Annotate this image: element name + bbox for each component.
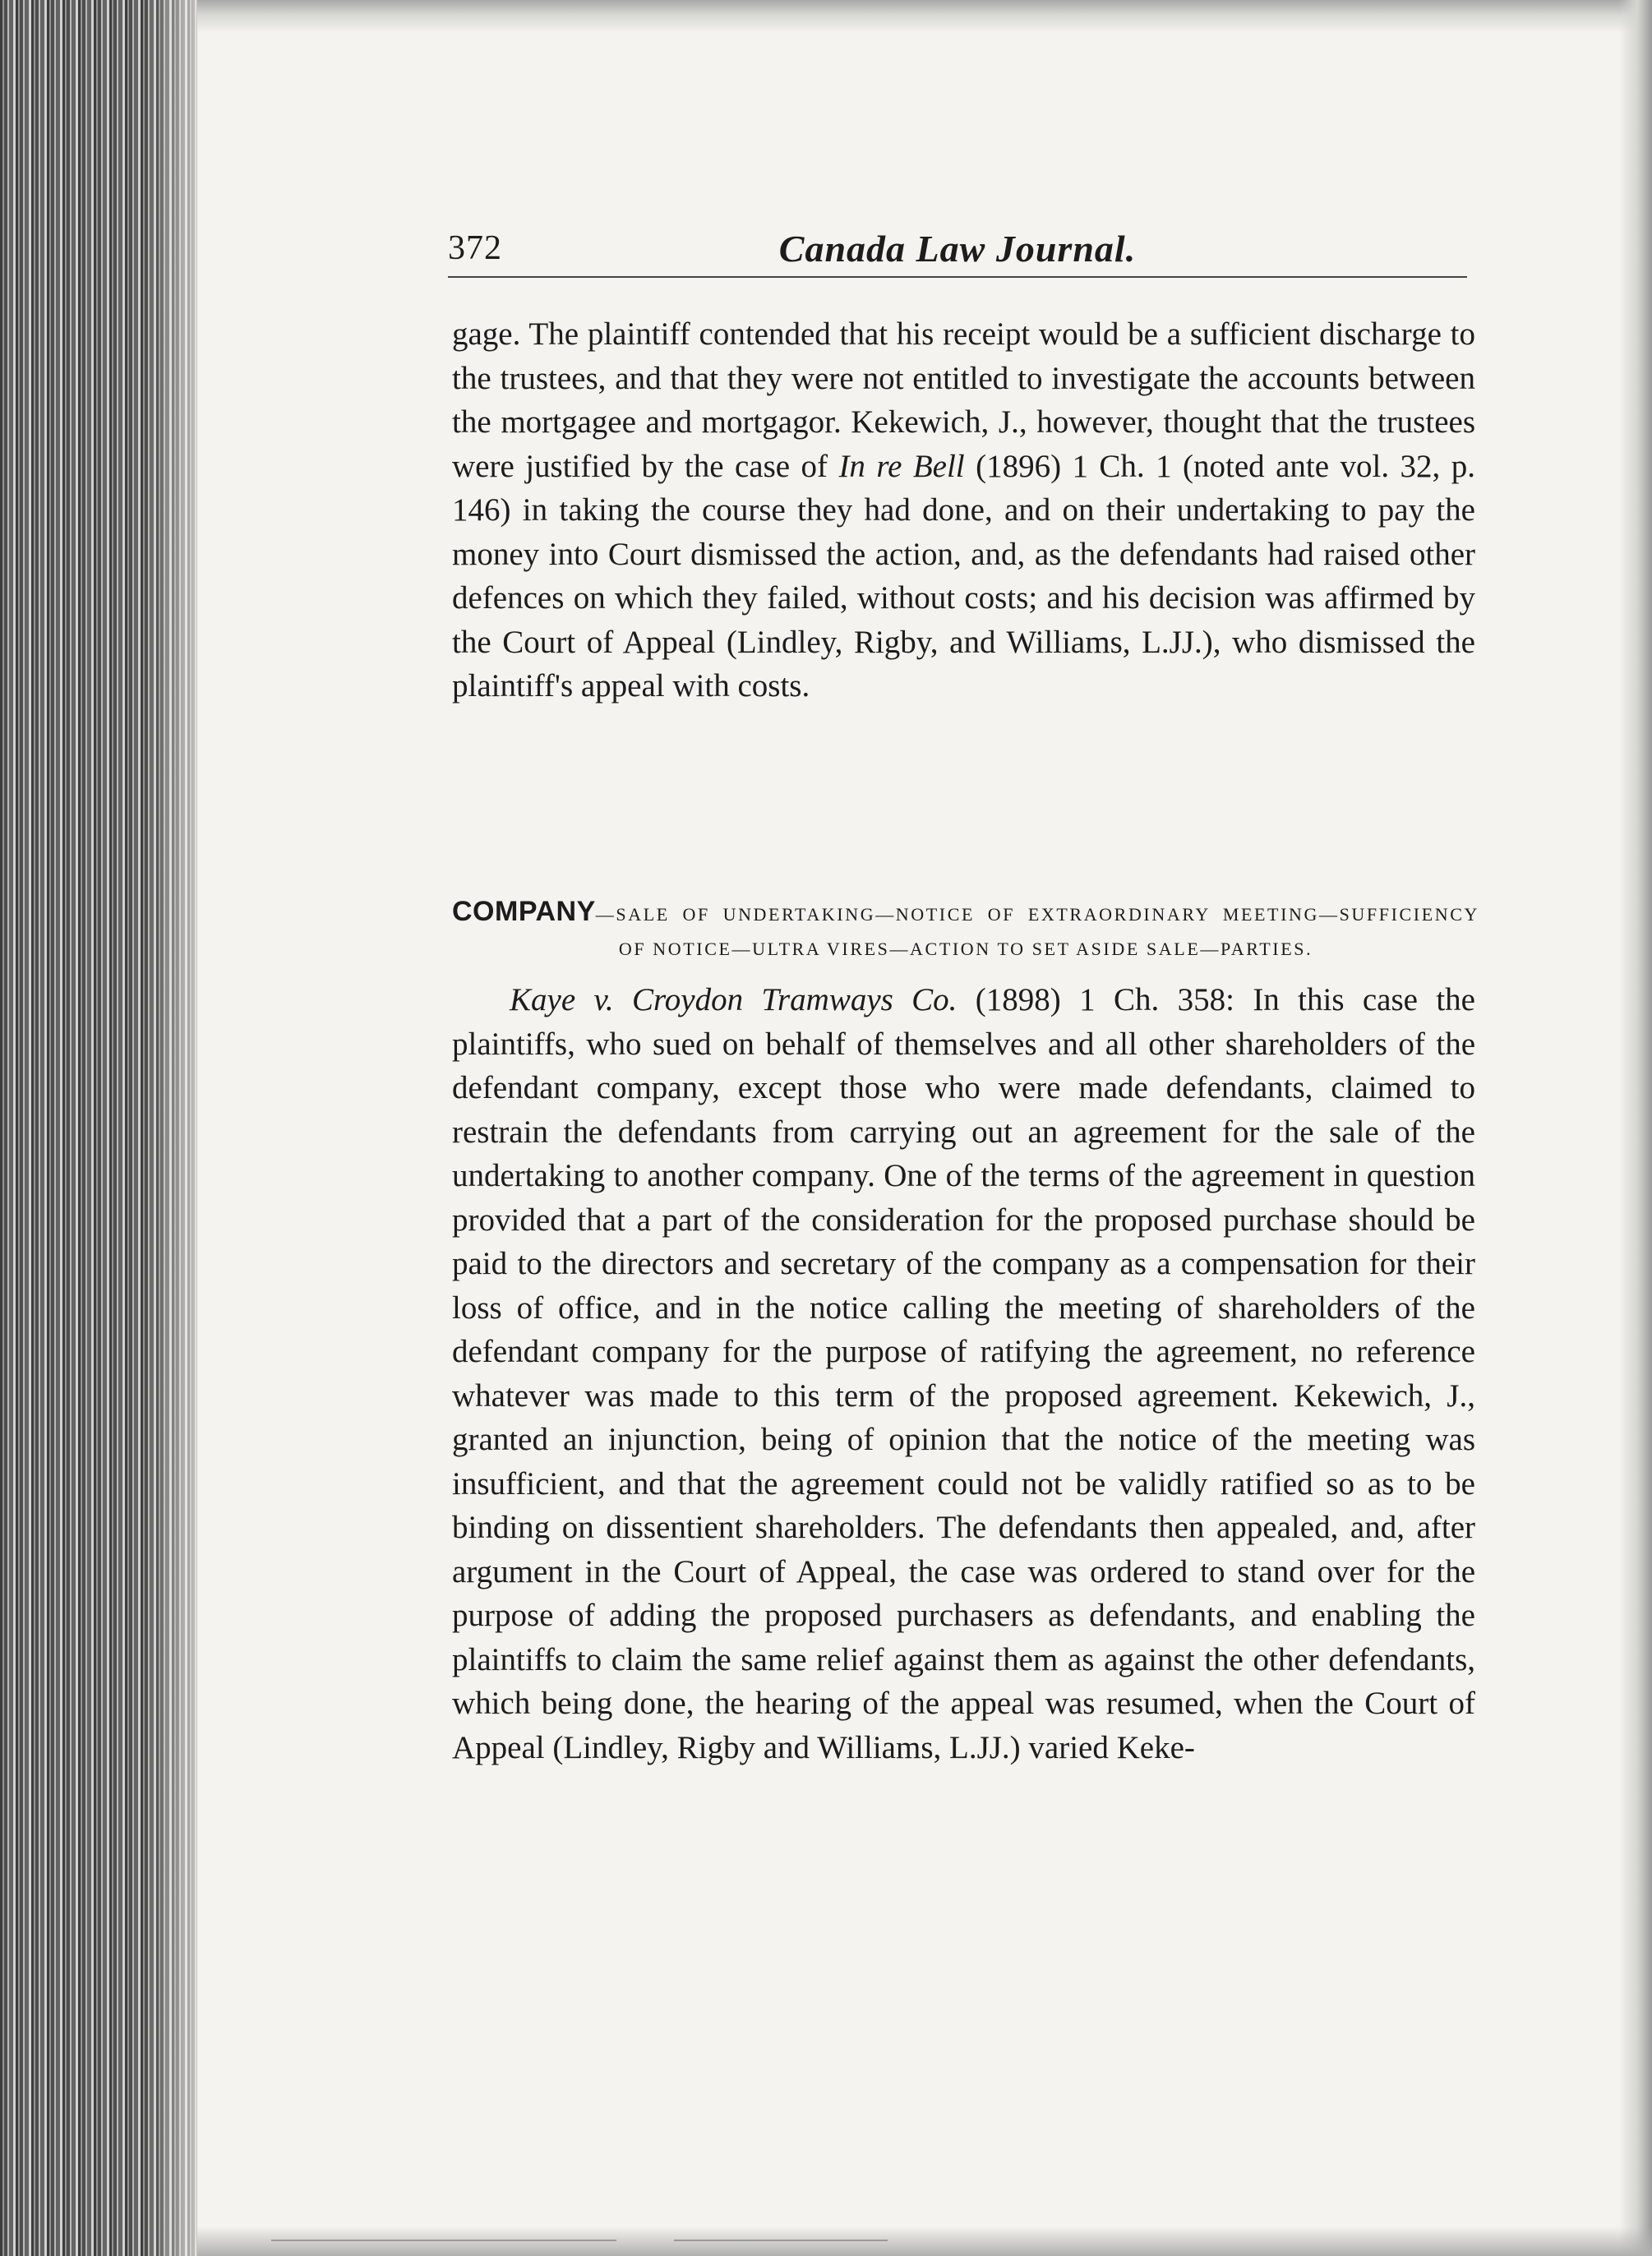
case-citation: In re Bell	[838, 448, 965, 484]
section-heading-lead: COMPANY	[452, 896, 596, 927]
page-bottom-edge	[197, 2226, 1652, 2256]
body-paragraph-2	[452, 978, 1475, 1769]
running-head	[448, 224, 1467, 278]
page-bottom-speckle	[674, 2240, 888, 2241]
page-bottom-speckle	[271, 2240, 616, 2241]
paragraph-text: (1898) 1 Ch. 358: In this case the plaintiffs, who sued on behalf of themselves and all other shareholders of the defendant company, except those who were made defendants, claimed to restrain the defendants from carrying out an agreement for the sale of the undertaking to another company. One of the terms of the agreement in question provided that a part of the consideration for the proposed purchase should be paid to the directors and secretary of the company as a compensation for their loss of office, and in the notice calling the meeting of shareholders of the defendant company for the purpose of ratifying the agreement, no reference whatever was made to this term of the proposed agreement. Kekewich, J., granted an injunction, being of opinion that the notice of the meeting was insufficient, and that the agreement could not be validly ratified so as to be binding on dissentient shareholders. The defendants then appealed, and, after argument in the Court of Appeal, the case was ordered to stand over for the purpose of adding the proposed purchasers as defendants, and enabling the plaintiffs to claim the same relief against them as against the other defendants, which being done, the hearing of the appeal was resumed, when the Court of Appeal (Lindley, Rigby and Williams, L.JJ.) varied Keke-	[452, 982, 1475, 1765]
spine-fade	[148, 0, 230, 2256]
page-number: 372	[448, 229, 502, 267]
section-heading	[452, 894, 1479, 967]
paragraph-text: (1896) 1 Ch. 1 (noted ante vol. 32, p. 146) in taking the course they had done, and on their undertaking to pay the money into Court dismissed the action, and, as the defendants had raised other defences on which they failed, without costs; and his decision was affirmed by the Court of Appeal (Lindley, Rigby, and Williams, L.JJ.), who dismissed the plaintiff's appeal with costs.	[452, 448, 1475, 704]
page-right-edge	[1619, 0, 1652, 2256]
journal-title: Canada Law Journal.	[778, 228, 1137, 270]
section-subheads: —SALE OF UNDERTAKING—NOTICE OF EXTRAORDINARY MEETING—SUFFICIENCY OF NOTICE—ULTRA VIRES—ACTION TO SET ASIDE SALE—PARTIES.	[595, 904, 1479, 959]
paragraph-text: gage. The plaintiff contended that his receipt would be a sufficient discharge to the trustees, and that they were not entitled to investigate the accounts between the mortgagee and mortgagor. Kekewich, J., however, thought that the trustees were justified by the case of	[452, 316, 1475, 484]
body-paragraph-1	[452, 312, 1475, 708]
case-name: Kaye v. Croydon Tramways Co.	[510, 982, 958, 1017]
page-top-edge	[197, 0, 1652, 33]
